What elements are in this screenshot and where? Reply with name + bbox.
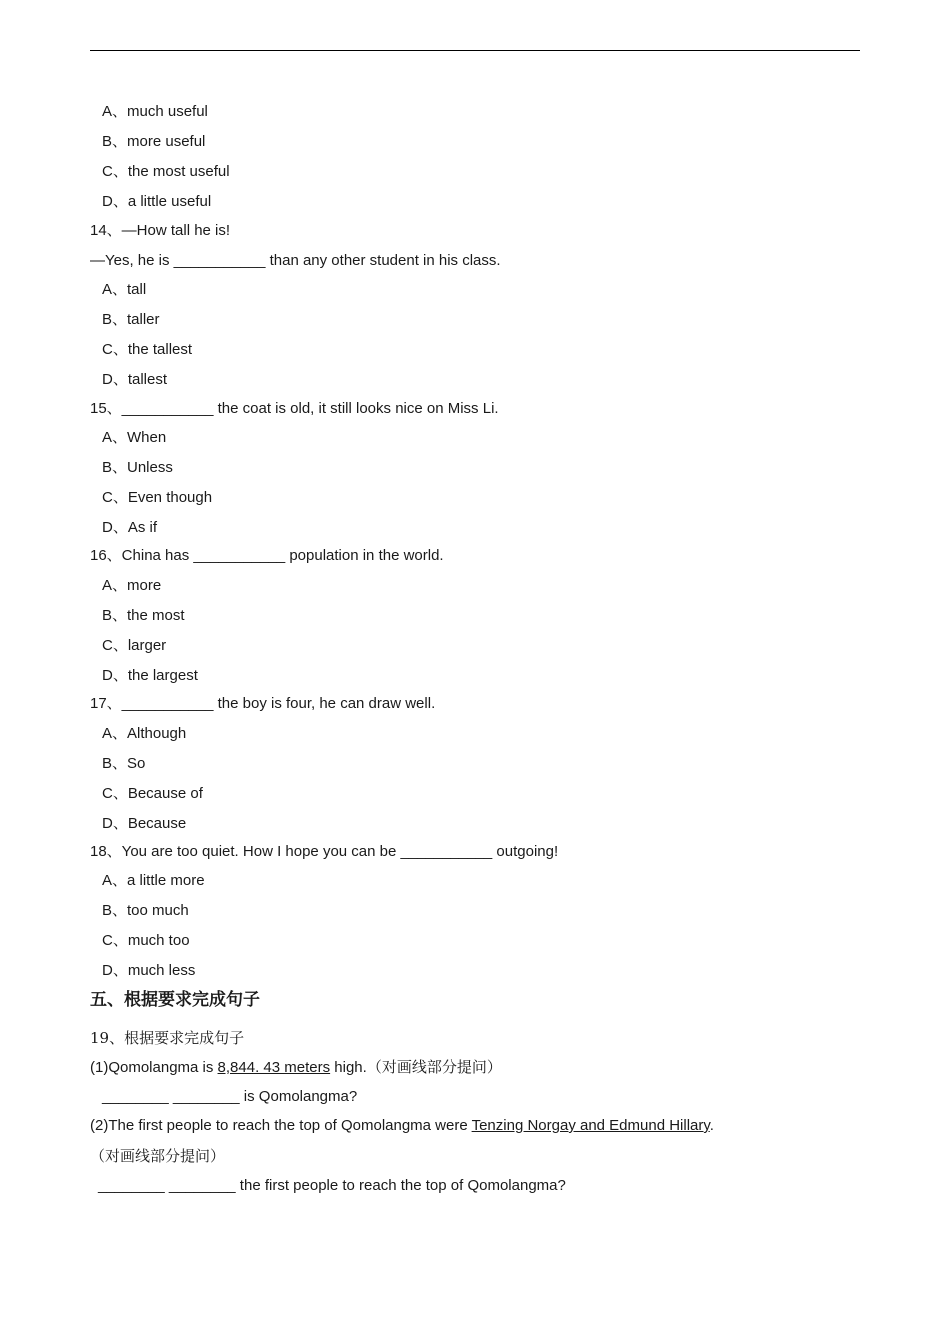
q17-option-b[interactable]: B、So — [102, 755, 146, 772]
q17-option-a[interactable]: A、Although — [102, 725, 187, 742]
q16-option-c[interactable]: C、larger — [102, 637, 167, 654]
q19-part2-underlined: Tenzing Norgay and Edmund Hillary — [471, 1117, 710, 1134]
header-rule — [90, 50, 860, 51]
q19-part1-post: high. — [330, 1059, 367, 1076]
q15-option-d[interactable]: D、As if — [102, 519, 158, 536]
q19-part1-answer[interactable]: ________ ________ is Qomolangma? — [102, 1088, 358, 1105]
q17-option-c[interactable]: C、Because of — [102, 785, 203, 802]
q19-part1-prompt — [90, 1057, 502, 1078]
q19-part2-answer[interactable]: ________ ________ the first people to reach the top of Qomolangma? — [98, 1177, 566, 1194]
section-heading: 五、根据要求完成句子 — [90, 990, 260, 1010]
q19-part2-prompt — [90, 1116, 714, 1136]
q18-option-a[interactable]: A、a little more — [102, 872, 205, 889]
q14-option-d[interactable]: D、tallest — [102, 371, 168, 388]
q15-option-a[interactable]: A、When — [102, 429, 167, 446]
q13-option-a[interactable]: A、much useful — [102, 103, 208, 120]
q17-option-d[interactable]: D、Because — [102, 815, 187, 832]
q19-part1-pre: (1)Qomolangma is — [90, 1059, 218, 1076]
q14-stem-line1: 14、—How tall he is! — [90, 222, 231, 239]
q14-option-a[interactable]: A、tall — [102, 281, 147, 298]
q13-option-b[interactable]: B、more useful — [102, 133, 206, 150]
q18-stem: 18、You are too quiet. How I hope you can be ___________ outgoing! — [90, 843, 559, 860]
q17-stem: 17、___________ the boy is four, he can draw well. — [90, 695, 436, 712]
q14-stem-line2: —Yes, he is ___________ than any other student in his class. — [90, 252, 501, 269]
q16-option-b[interactable]: B、the most — [102, 607, 185, 624]
q19-part2-pre: (2)The first people to reach the top of Qomolangma were — [90, 1117, 472, 1134]
q15-option-c[interactable]: C、Even though — [102, 489, 213, 506]
q18-option-c[interactable]: C、much too — [102, 932, 190, 949]
q19-stem: 19、根据要求完成句子 — [90, 1029, 245, 1047]
q14-option-c[interactable]: C、the tallest — [102, 341, 193, 358]
q19-part2-post: . — [709, 1117, 714, 1134]
q13-option-d[interactable]: D、a little useful — [102, 193, 212, 210]
q16-option-d[interactable]: D、the largest — [102, 667, 198, 684]
q14-option-b[interactable]: B、taller — [102, 311, 160, 328]
q15-stem: 15、___________ the coat is old, it still looks nice on Miss Li. — [90, 400, 499, 417]
q18-option-d[interactable]: D、much less — [102, 962, 196, 979]
q18-option-b[interactable]: B、too much — [102, 902, 189, 919]
q16-option-a[interactable]: A、more — [102, 577, 162, 594]
q15-option-b[interactable]: B、Unless — [102, 459, 173, 476]
q16-stem: 16、China has ___________ population in the world. — [90, 547, 444, 564]
q19-part1-underlined: 8,844. 43 meters — [217, 1059, 331, 1076]
q13-option-c[interactable]: C、the most useful — [102, 163, 230, 180]
q19-part2-note: （对画线部分提问） — [90, 1147, 226, 1165]
q19-part1-note: （对画线部分提问） — [366, 1058, 502, 1076]
